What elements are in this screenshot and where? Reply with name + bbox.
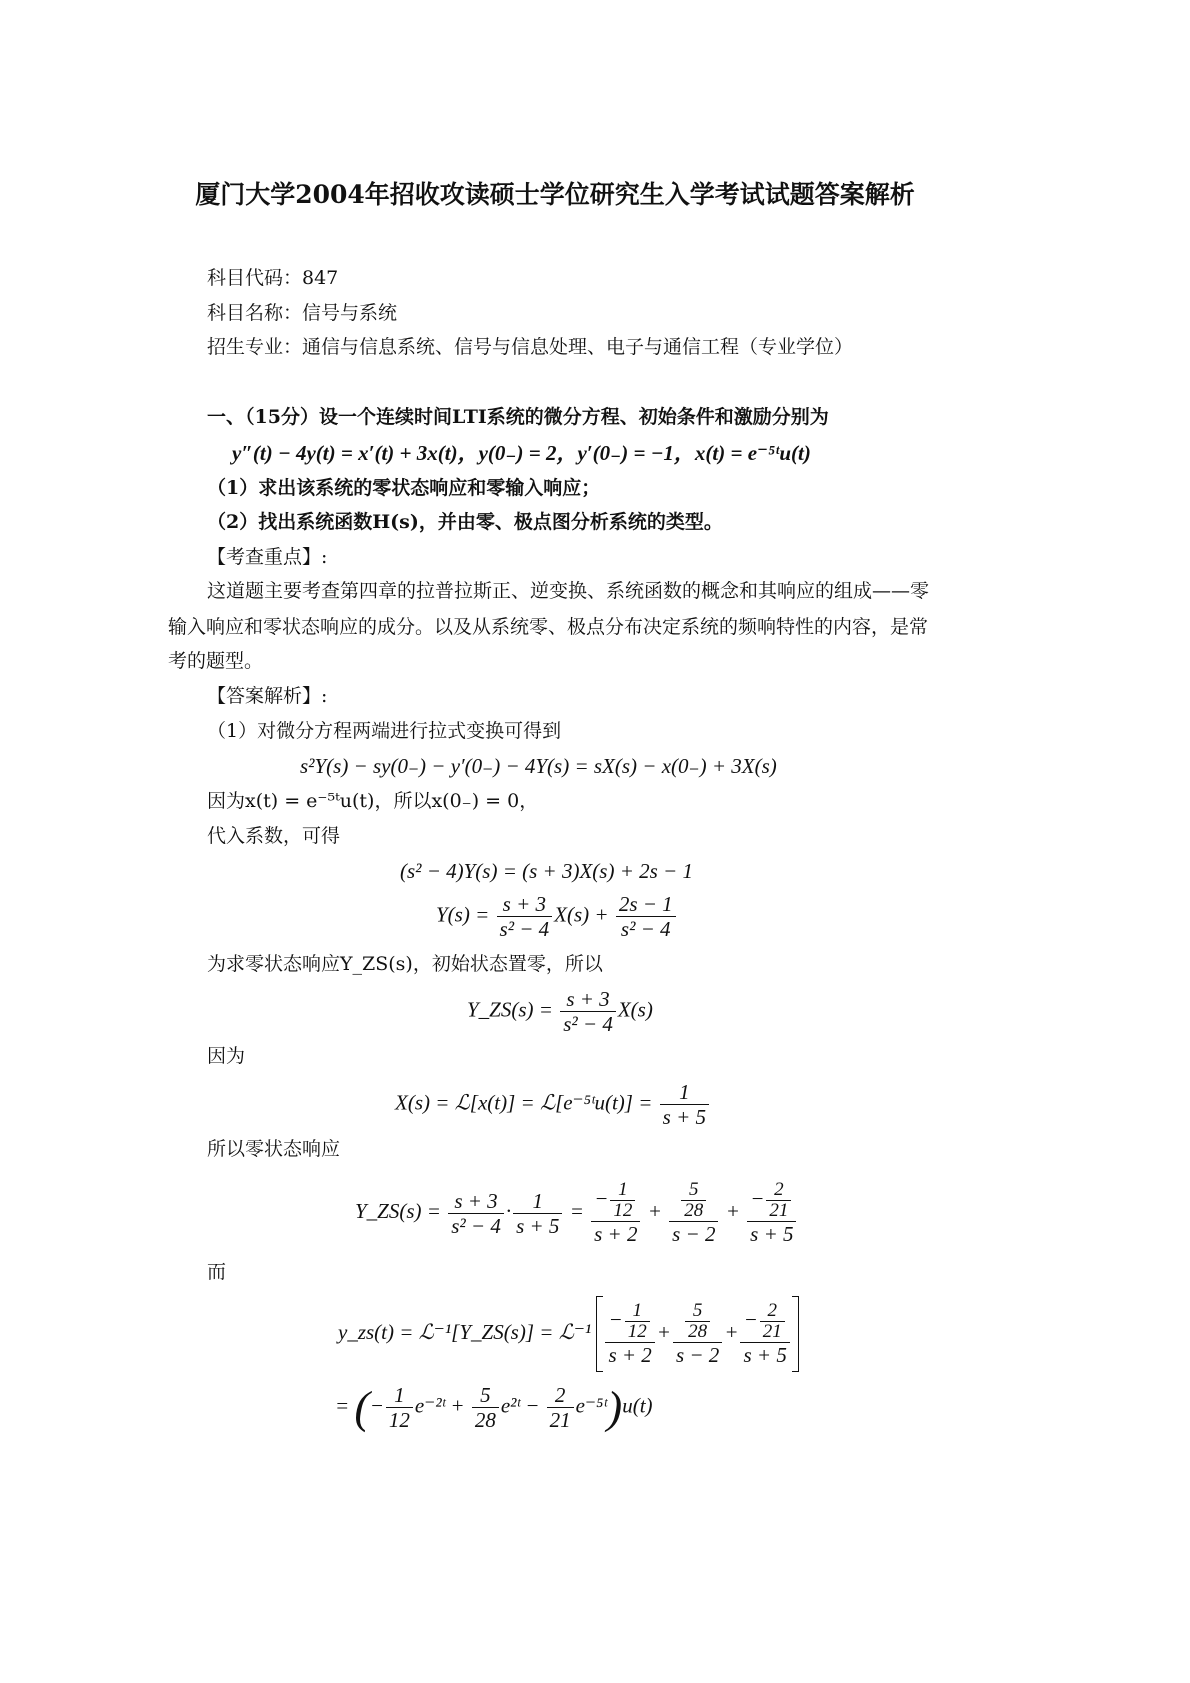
substitute-text: 代入系数，可得	[207, 825, 341, 847]
left-bracket	[596, 1296, 603, 1372]
sign: −	[594, 1186, 609, 1211]
eq3-lhs: Y(s) =	[436, 902, 490, 927]
numerator: s + 3	[448, 1189, 504, 1214]
denominator: 12	[613, 1200, 633, 1221]
denominator: s + 5	[750, 1222, 794, 1246]
sign: −	[743, 1307, 758, 1332]
question-part-1: （1）求出该系统的零状态响应和零输入响应；	[207, 477, 601, 499]
fraction	[685, 1301, 710, 1342]
question-equation: y″(t) − 4y(t) = x′(t) + 3x(t)，y(0₋) = 2，y′(0₋) = −1，x(t) = e⁻⁵ᵗu(t)	[232, 441, 811, 465]
equation-6	[355, 1180, 798, 1246]
eq4-lhs: Y_ZS(s) =	[467, 997, 553, 1022]
numerator: 1	[513, 1189, 562, 1214]
sign: −	[608, 1307, 623, 1332]
subject-major: 招生专业：通信与信息系统、信号与信息处理、电子与通信工程（专业学位）	[207, 336, 854, 358]
fraction	[766, 1180, 791, 1221]
and-text: 而	[207, 1261, 227, 1283]
denominator: s + 5	[743, 1343, 787, 1367]
close-paren: )	[606, 1381, 623, 1433]
fraction	[386, 1383, 413, 1432]
tail: u(t)	[622, 1393, 653, 1418]
denominator: s + 2	[594, 1222, 638, 1246]
denominator: 21	[762, 1321, 782, 1342]
denominator: s² − 4	[620, 917, 671, 941]
denominator: s + 5	[662, 1105, 706, 1129]
equation-3	[436, 892, 678, 941]
numerator: 5	[685, 1301, 710, 1322]
focus-text-1: 这道题主要考查第四章的拉普拉斯正、逆变换、系统函数的概念和其响应的组成——零	[207, 580, 930, 602]
denominator: s − 2	[672, 1222, 716, 1246]
equation-4	[467, 987, 653, 1036]
eq6-lhs: Y_ZS(s) =	[355, 1198, 441, 1223]
focus-label: 【考查重点】:	[207, 546, 328, 568]
so-text: 所以零状态响应	[207, 1138, 341, 1160]
denominator: 21	[549, 1408, 571, 1432]
plus: +	[647, 1198, 662, 1223]
plus: +	[724, 1319, 739, 1344]
denominator: s² − 4	[563, 1012, 613, 1036]
term: e⁻²ᵗ	[414, 1393, 446, 1418]
equals: =	[569, 1198, 584, 1223]
focus-text-3: 考的题型。	[168, 650, 264, 672]
fraction	[673, 1301, 722, 1367]
numerator: 1	[625, 1301, 650, 1322]
zero-state-text: 为求零状态响应Y_ZS(s)，初始状态置零，所以	[207, 953, 603, 975]
numerator: 1	[386, 1383, 413, 1408]
fraction	[610, 1180, 635, 1221]
fraction	[605, 1301, 654, 1367]
fraction	[747, 1180, 796, 1246]
fraction	[740, 1301, 789, 1367]
fraction	[625, 1301, 650, 1342]
fraction	[547, 1383, 574, 1432]
right-bracket	[792, 1296, 799, 1372]
minus: −	[525, 1393, 540, 1418]
fraction	[513, 1189, 562, 1238]
eq4-rhs: X(s)	[617, 997, 653, 1022]
denominator: 12	[627, 1321, 647, 1342]
answer-step-1: （1）对微分方程两端进行拉式变换可得到	[207, 720, 562, 742]
focus-text-2: 输入响应和零状态响应的成分。以及从系统零、极点分布决定系统的频响特性的内容，是常	[168, 616, 929, 638]
fraction	[616, 892, 676, 941]
dot: ·	[505, 1198, 512, 1223]
denominator: 21	[769, 1200, 789, 1221]
eq3-mid: X(s) +	[554, 902, 609, 927]
denominator: s² − 4	[451, 1213, 501, 1238]
eq5-lhs: X(s) = ℒ[x(t)] = ℒ[e⁻⁵ᵗu(t)] =	[395, 1090, 653, 1115]
numerator: s + 3	[497, 892, 553, 917]
fraction	[560, 987, 616, 1036]
fraction	[472, 1383, 499, 1432]
subject-name: 科目名称：信号与系统	[207, 302, 398, 324]
document-title: 厦门大学2004年招收攻读硕士学位研究生入学考试试题答案解析	[195, 180, 915, 209]
denominator: 12	[388, 1408, 410, 1432]
because-text-2: 因为	[207, 1045, 246, 1067]
question-heading: 一、（15分）设一个连续时间LTI系统的微分方程、初始条件和激励分别为	[207, 406, 829, 428]
sign: −	[750, 1186, 765, 1211]
minus: −	[369, 1393, 384, 1418]
subject-code: 科目代码：847	[207, 267, 339, 289]
fraction	[760, 1301, 785, 1342]
term: e²ᵗ	[500, 1393, 520, 1418]
plus: +	[725, 1198, 740, 1223]
eq7-lhs: y_zs(t) = ℒ⁻¹[Y_ZS(s)] = ℒ⁻¹	[338, 1319, 592, 1344]
equals: =	[335, 1393, 350, 1418]
equation-laplace: s²Y(s) − sy(0₋) − y′(0₋) − 4Y(s) = sX(s) − x(0₋) + 3X(s)	[300, 754, 777, 778]
question-part-2: （2）找出系统函数H(s)，并由零、极点图分析系统的类型。	[207, 511, 723, 533]
fraction	[681, 1180, 706, 1221]
denominator: s + 5	[516, 1213, 560, 1238]
denominator: 28	[684, 1200, 704, 1221]
fraction	[448, 1189, 504, 1238]
because-text: 因为x(t) = e⁻⁵ᵗu(t)，所以x(0₋) = 0，	[207, 790, 539, 812]
denominator: 28	[474, 1408, 496, 1432]
term: e⁻⁵ᵗ	[575, 1393, 607, 1418]
numerator: 2	[547, 1383, 574, 1408]
equation-5	[395, 1080, 711, 1129]
numerator: 2s − 1	[616, 892, 676, 917]
plus: +	[656, 1319, 671, 1344]
answer-label: 【答案解析】:	[207, 685, 328, 707]
numerator: 2	[760, 1301, 785, 1322]
denominator: s² − 4	[499, 917, 550, 941]
plus: +	[450, 1393, 465, 1418]
denominator: s − 2	[675, 1343, 720, 1367]
equation-2: (s² − 4)Y(s) = (s + 3)X(s) + 2s − 1	[400, 859, 693, 883]
numerator: 2	[766, 1180, 791, 1201]
equation-7	[338, 1296, 799, 1372]
numerator: 5	[681, 1180, 706, 1201]
numerator: 5	[472, 1383, 499, 1408]
fraction	[660, 1080, 709, 1129]
numerator: 1	[660, 1080, 709, 1105]
fraction	[497, 892, 553, 941]
open-paren: (	[354, 1381, 370, 1433]
fraction	[669, 1180, 718, 1246]
numerator: 1	[610, 1180, 635, 1201]
fraction	[591, 1180, 640, 1246]
denominator: 28	[688, 1321, 708, 1342]
numerator: s + 3	[560, 987, 616, 1012]
equation-8	[335, 1383, 653, 1432]
denominator: s + 2	[608, 1343, 652, 1367]
